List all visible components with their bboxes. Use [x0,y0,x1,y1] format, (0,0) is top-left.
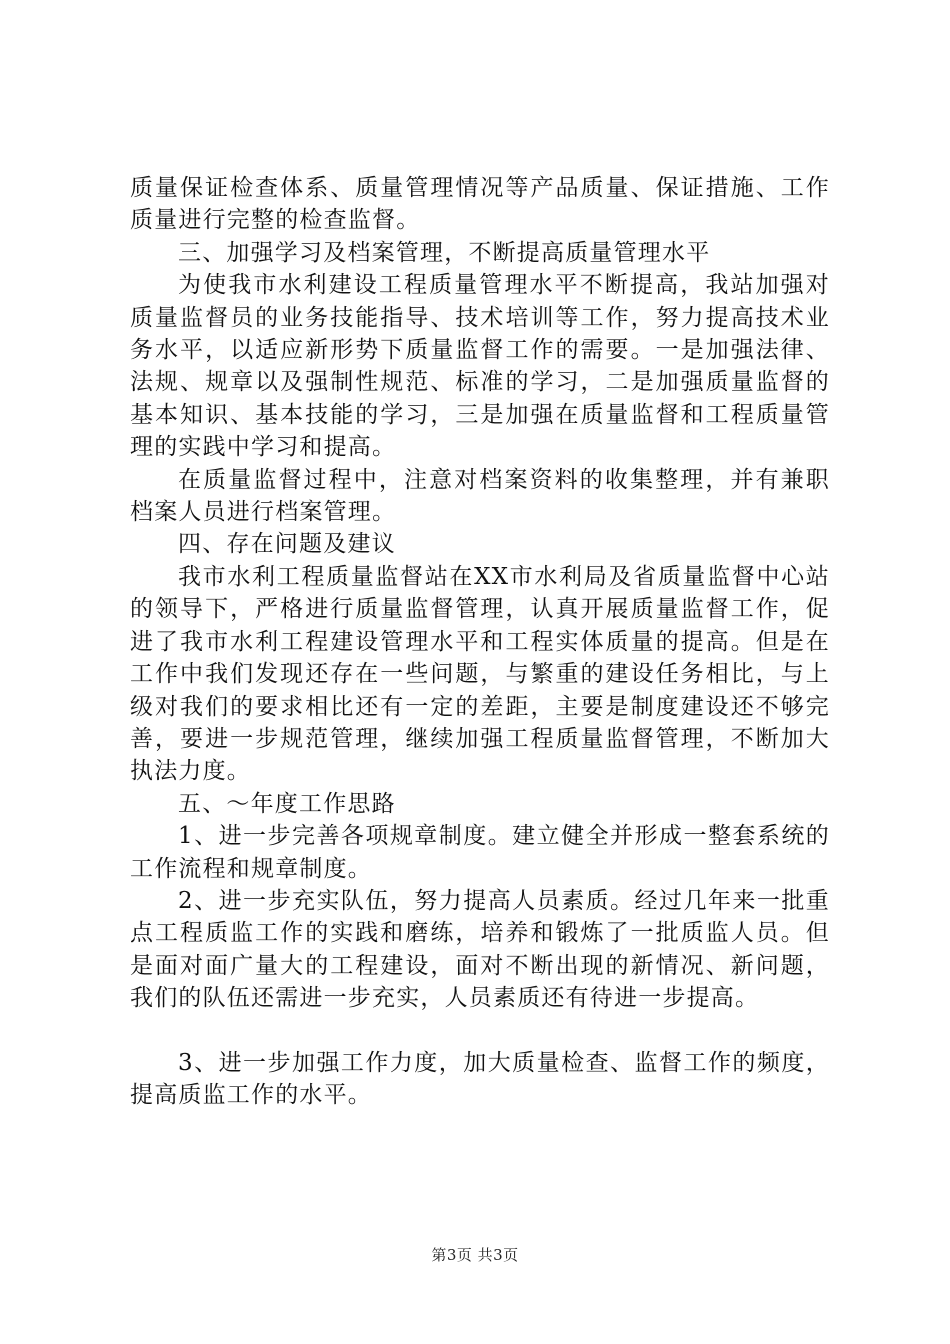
paragraph-training: 为使我市水利建设工程质量管理水平不断提高，我站加强对质量监督员的业务技能指导、技术培训等工作，努力提高技术业务水平，以适应新形势下质量监督工作的需要。一是加强法律、法规、规章以及强制性规范、标准的学习，二是加强质量监督的基本知识、基本技能的学习，三是加强在质量监督和工程质量管理的实践中学习和提高。 [130,272,830,461]
page-footer: 第3页 共3页 [431,1246,519,1264]
list-item-3: 3、进一步加强工作力度，加大质量检查、监督工作的频度，提高质监工作的水平。 [130,1049,830,1108]
paragraph-problems: 我市水利工程质量监督站在XX市水利局及省质量监督中心站的领导下，严格进行质量监督管理，认真开展质量监督工作，促进了我市水利工程建设管理水平和工程实体质量的提高。但是在工作中我们发现还存在一些问题，与繁重的建设任务相比，与上级对我们的要求相比还有一定的差距，主要是制度建设还不够完善，要进一步规范管理，继续加强工程质量监督管理，不断加大执法力度。 [130,563,830,785]
list-item-2: 2、进一步充实队伍，努力提高人员素质。经过几年来一批重点工程质监工作的实践和磨练，培养和锻炼了一批质监人员。但是面对面广量大的工程建设，面对不断出现的新情况、新问题，我们的队伍还需进一步充实，人员素质还有待进一步提高。 [130,887,830,1012]
section-heading-4: 四、存在问题及建议 [178,531,396,558]
paragraph-archives: 在质量监督过程中，注意对档案资料的收集整理，并有兼职档案人员进行档案管理。 [130,466,830,526]
list-item-1: 1、进一步完善各项规章制度。建立健全并形成一整套系统的工作流程和规章制度。 [130,823,830,882]
section-heading-5: 五、～年度工作思路 [178,790,396,817]
section-heading-3: 三、加强学习及档案管理，不断提高质量管理水平 [178,239,711,266]
paragraph-continuation: 质量保证检查体系、质量管理情况等产品质量、保证措施、工作质量进行完整的检查监督。 [130,175,830,234]
document-body [130,172,830,1111]
